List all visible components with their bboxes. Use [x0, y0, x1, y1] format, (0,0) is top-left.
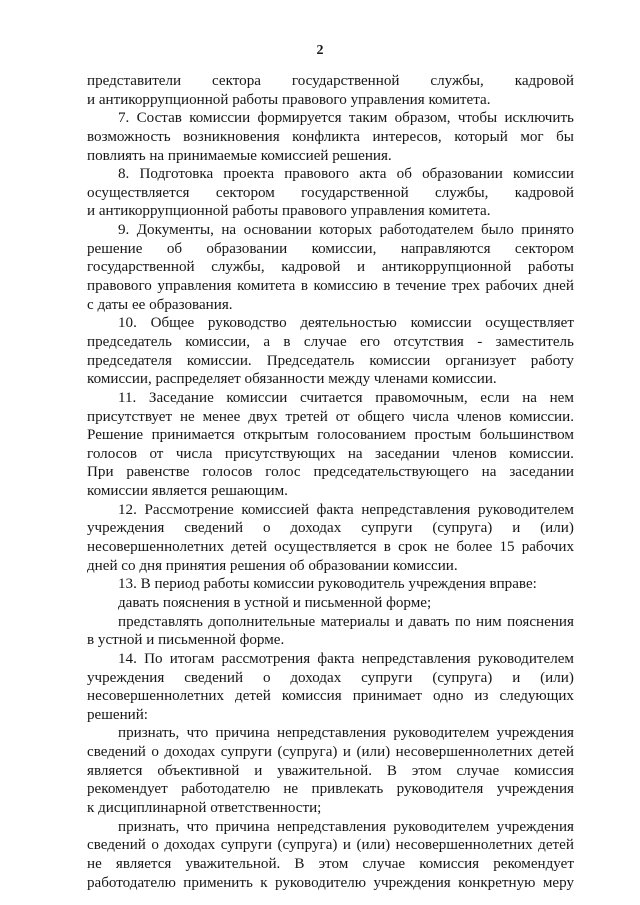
text-line: 8. Подготовка проекта правового акта об образовании комиссии [118, 166, 574, 183]
text-line: несовершеннолетних детей осуществляется в срок не более 15 рабочих [87, 539, 574, 556]
text-line: несовершеннолетних детей комиссия принимает одно из следующих [87, 688, 574, 705]
text-line: учреждения сведений о доходах супруги (супруга) и (или) [87, 669, 574, 686]
text-line: сведений о доходах супруги (супруга) и (или) несовершеннолетних детей [87, 744, 574, 761]
text-line: правового управления комитета в комиссию в течение трех рабочих дней [87, 278, 574, 295]
text-line: рекомендует работодателю не привлекать руководителя учреждения [87, 781, 574, 798]
text-line: является объективной и уважительной. В этом случае комиссия [87, 762, 574, 779]
text-line: возможность возникновения конфликта интересов, который мог бы [87, 128, 574, 145]
text-line: комиссии, распределяет обязанности между членами комиссии. [87, 371, 497, 388]
text-line: 14. По итогам рассмотрения факта непредставления руководителем [118, 650, 574, 667]
text-line: не является уважительной. В этом случае комиссия рекомендует [87, 855, 574, 872]
text-line: При равенстве голосов голос председательствующего на заседании [87, 464, 574, 481]
text-line: 9. Документы, на основании которых работодателем было принято [118, 222, 574, 239]
text-line: председателя комиссии. Председатель комиссии организует работу [87, 352, 574, 369]
text-line: дней со дня принятия решения об образовании комиссии. [87, 557, 458, 574]
text-line: государственной службы, кадровой и антикоррупционной работы [87, 259, 574, 276]
text-line: с даты ее образования. [87, 296, 233, 313]
text-line: голосов от числа присутствующих на заседании членов комиссии. [87, 445, 574, 462]
text-line: представители сектора государственной службы, кадровой [87, 73, 574, 89]
text-line: Решение принимается открытым голосованием простым большинством [87, 427, 574, 444]
text-line: комиссии является решающим. [87, 483, 288, 500]
text-line: в устной и письменной форме. [87, 632, 285, 649]
text-line: решений: [87, 706, 148, 723]
text-line: осуществляется сектором государственной службы, кадровой [87, 184, 574, 201]
text-line: 10. Общее руководство деятельностью комиссии осуществляет [118, 315, 574, 332]
text-line: работодателю применить к руководителю учреждения конкретную меру [87, 874, 574, 891]
text-line: присутствует не менее двух третей от общего числа членов комиссии. [87, 408, 574, 425]
text-line: и антикоррупционной работы правового управления комитета. [87, 91, 491, 108]
text-line: 12. Рассмотрение комиссией факта непредставления руководителем [118, 501, 574, 518]
text-line: 11. Заседание комиссии считается правомочным, если на нем [118, 389, 574, 406]
text-line: решение об образовании комиссии, направляются сектором [87, 240, 574, 257]
text-line: представлять дополнительные материалы и давать по ним пояснения [118, 613, 574, 630]
text-line: 13. В период работы комиссии руководитель учреждения вправе: [118, 576, 537, 593]
document-body [87, 72, 574, 892]
text-line: сведений о доходах супруги (супруга) и (или) несовершеннолетних детей [87, 837, 574, 854]
text-line: 7. Состав комиссии формируется таким образом, чтобы исключить [118, 110, 574, 127]
text-line: председатель комиссии, а в случае его отсутствия - заместитель [87, 333, 574, 350]
text-line: и антикоррупционной работы правового управления комитета. [87, 203, 491, 220]
text-line: учреждения сведений о доходах супруги (супруга) и (или) [87, 520, 574, 537]
page-number: 2 [316, 43, 324, 58]
text-line: давать пояснения в устной и письменной форме; [118, 594, 432, 611]
text-line: повлиять на принимаемые комиссией решения. [87, 147, 392, 164]
text-line: признать, что причина непредставления руководителем учреждения [118, 818, 574, 835]
text-line: к дисциплинарной ответственности; [87, 799, 322, 816]
text-line: признать, что причина непредставления руководителем учреждения [118, 725, 574, 742]
